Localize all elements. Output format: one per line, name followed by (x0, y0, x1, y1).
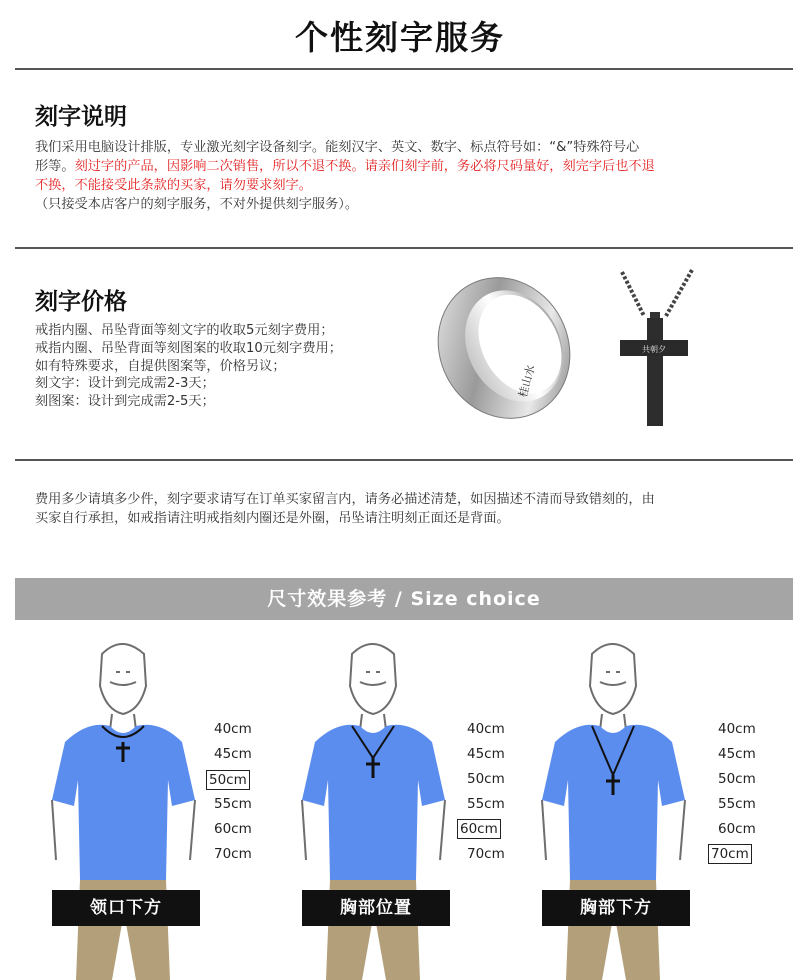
size-option-45: 45cm (467, 746, 505, 762)
engraving-notes-text (35, 138, 655, 214)
size-option-55: 55cm (467, 796, 505, 812)
size-option-50: 50cm (718, 771, 756, 787)
size-choice-banner: 尺寸效果参考 / Size choice (15, 578, 793, 620)
size-option-60-selected: 60cm (457, 819, 501, 839)
note-line-2: 买家自行承担，如戒指请注明戒指刻内圈还是外圈，吊坠请注明刻正面还是背面。 (35, 511, 510, 526)
notes-line-3: 不换，不能接受此条款的买家，请勿要求刻字。 (35, 178, 312, 193)
divider (15, 459, 793, 461)
size-option-60: 60cm (718, 821, 756, 837)
notes-line-1: 我们采用电脑设计排版，专业激光刻字设备刻字。能刻汉字、英文、数字、标点符号如：“&”特殊符号心 (35, 140, 640, 155)
divider (15, 68, 793, 70)
notes-line-4: （只接受本店客户的刻字服务，不对外提供刻字服务）。 (35, 197, 359, 212)
price-line: 如有特殊要求，自提供图案等，价格另议； (35, 358, 286, 374)
price-line: 戒指内圈、吊坠背面等刻图案的收取10元刻字费用； (35, 340, 342, 356)
pendant-engraving-text: 共朝夕 (642, 345, 666, 354)
size-option-40: 40cm (214, 721, 252, 737)
figure-caption-chest: 胸部位置 (302, 890, 450, 926)
size-option-40: 40cm (467, 721, 505, 737)
order-note (35, 490, 655, 528)
figure-caption-below-chest: 胸部下方 (542, 890, 690, 926)
size-option-55: 55cm (718, 796, 756, 812)
size-option-45: 45cm (718, 746, 756, 762)
size-option-70: 70cm (467, 846, 505, 862)
page-title: 个性刻字服务 (295, 18, 505, 57)
engraving-notes-heading: 刻字说明 (35, 104, 127, 130)
note-line-1: 费用多少请填多少件，刻字要求请写在订单买家留言内，请务必描述清楚，如因描述不清而导致错刻的，由 (35, 492, 655, 507)
divider (15, 247, 793, 249)
notes-line-2 (35, 157, 655, 176)
size-option-60: 60cm (214, 821, 252, 837)
ring-engraving-text: 桂山水 (516, 363, 538, 399)
size-option-50: 50cm (467, 771, 505, 787)
engraving-price-heading: 刻字价格 (35, 289, 127, 315)
price-line: 戒指内圈、吊坠背面等刻文字的收取5元刻字费用； (35, 323, 334, 338)
price-list (35, 322, 342, 411)
price-line: 刻图案：设计到完成需2-5天； (35, 394, 215, 410)
size-option-40: 40cm (718, 721, 756, 737)
notes-warning: 刻过字的产品，因影响二次销售，所以不退不换。请亲们刻字前，务必将尺码量好，刻完字后也不退 (74, 159, 655, 174)
figure-caption-collar: 领口下方 (52, 890, 200, 926)
size-option-50-selected: 50cm (206, 770, 250, 790)
size-option-70: 70cm (214, 846, 252, 862)
size-option-70-selected: 70cm (708, 844, 752, 864)
notes-line-2-text: 形等。 (35, 159, 75, 174)
price-line: 刻文字：设计到完成需2-3天； (35, 376, 215, 392)
size-option-55: 55cm (214, 796, 252, 812)
engraved-ring-image (436, 270, 576, 430)
size-option-45: 45cm (214, 746, 252, 762)
engraved-cross-pendant-image (612, 266, 702, 426)
